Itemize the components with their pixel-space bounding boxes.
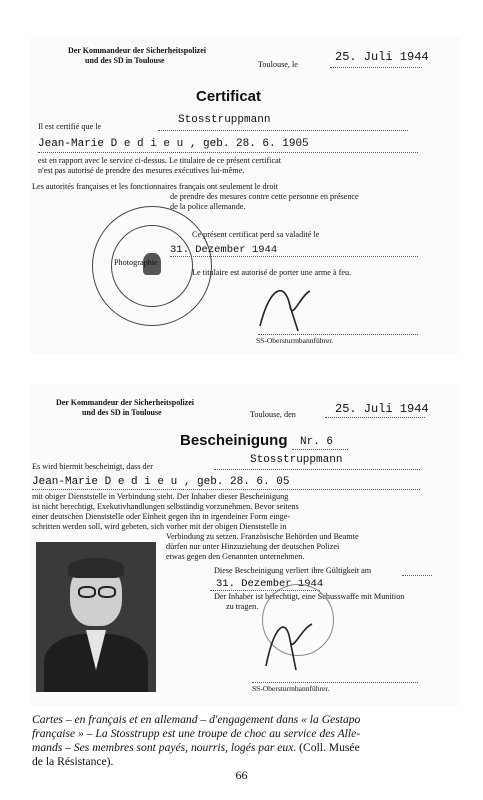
name-birth: Jean-Marie D e d i e u , geb. 28. 6. 05 (32, 476, 290, 488)
header-line-2: und des SD in Toulouse (85, 56, 165, 65)
header-line-1: Der Kommandeur der Sicherheitspolizei (68, 46, 206, 55)
validity-date: 31. Dezember 1944 (170, 244, 278, 256)
certified-prefix: Il est certifié que le (38, 122, 102, 131)
body-line-5: Verbindung zu setzen. Französische Behörden und Beamte (166, 532, 359, 541)
body-line-4: de prendre des mesures contre cette personne en présence (170, 192, 359, 201)
rank: Stosstruppmann (250, 454, 343, 466)
signature (230, 276, 350, 336)
arms-permission: Le titulaire est autorisé de porter une arme à feu. (192, 268, 352, 277)
body-line-4: schritten werden soll, wird gebeten, sich vorher mit der obigen Dienststelle in (32, 522, 287, 531)
issue-date: 25. Juli 1944 (335, 50, 429, 64)
body-line-5: de la police allemande. (170, 202, 246, 211)
caption-line-3: mands – Ses membres sont payés, nourris, logés par eux. (32, 741, 297, 754)
certified-prefix: Es wird hiermit bescheinigt, dass der (32, 462, 153, 471)
body-line-6: dürfen nur unter Hinzuziehung der deutschen Polizei (166, 542, 340, 551)
photo-label: Photographie (114, 258, 158, 267)
body-line-3: Les autorités françaises et les fonctionnaires français ont seulement le droit (32, 182, 278, 191)
issue-date: 25. Juli 1944 (335, 402, 429, 416)
body-line-7: etwas gegen den Genannten unternehmen. (166, 552, 305, 561)
body-line-1: est en rapport avec le service ci-dessus. Le titulaire de ce présent certificat (38, 156, 282, 165)
arms-permission-line-1: Der Inhaber ist berechtigt, eine Schusswaffe mit Munition (214, 592, 405, 601)
caption-credit-2: de la Résistance). (32, 755, 114, 768)
bescheinigung-document (30, 384, 460, 706)
document-title: Certificat (196, 88, 262, 105)
signature-title: SS-Obersturmbannführer. (252, 684, 330, 693)
name-birth: Jean-Marie D e d i e u , geb. 28. 6. 1905 (38, 138, 309, 150)
figure-caption (32, 713, 457, 769)
body-line-2: ist nicht berechtigt, Exekutivhandlungen selbständig vorzunehmen. Bevor seitens (32, 502, 299, 511)
header-line-1: Der Kommandeur der Sicherheitspolizei (56, 398, 194, 407)
caption-credit: (Coll. Musée (296, 741, 360, 754)
place-date-label: Toulouse, le (258, 60, 298, 69)
page-number: 66 (235, 768, 248, 782)
signature (226, 606, 346, 676)
header-line-2: und des SD in Toulouse (82, 408, 162, 417)
id-photograph (36, 542, 156, 692)
validity-label: Diese Bescheinigung verliert ihre Gültigkeit am (214, 566, 372, 575)
signature-title: SS-Obersturmbannführer. (256, 336, 334, 345)
document-number: Nr. 6 (300, 436, 334, 448)
caption-line-2: française » – La Stosstrupp est une troupe de choc au service des Alle- (32, 727, 361, 740)
document-title: Bescheinigung (180, 432, 288, 449)
caption-line-1: Cartes – en français et en allemand – d'engagement dans « la Gestapo (32, 713, 361, 726)
certificat-document (30, 36, 460, 354)
validity-date: 31. Dezember 1944 (216, 578, 324, 590)
place-date-label: Toulouse, den (250, 410, 296, 419)
body-line-1: mit obiger Dienststelle in Verbindung steht. Der Inhaber dieser Bescheinigung (32, 492, 289, 501)
body-line-2: n'est pas autorisé de prendre des mesures exécutives lui-même. (38, 166, 245, 175)
arms-permission-line-2: zu tragen. (226, 602, 259, 611)
body-line-3: einer deutschen Dienststelle oder Einheit gegen ihn in irgendeiner Form einge- (32, 512, 291, 521)
rank: Stosstruppmann (178, 114, 271, 126)
validity-label: Ce présent certificat perd sa valadité le (192, 230, 320, 239)
